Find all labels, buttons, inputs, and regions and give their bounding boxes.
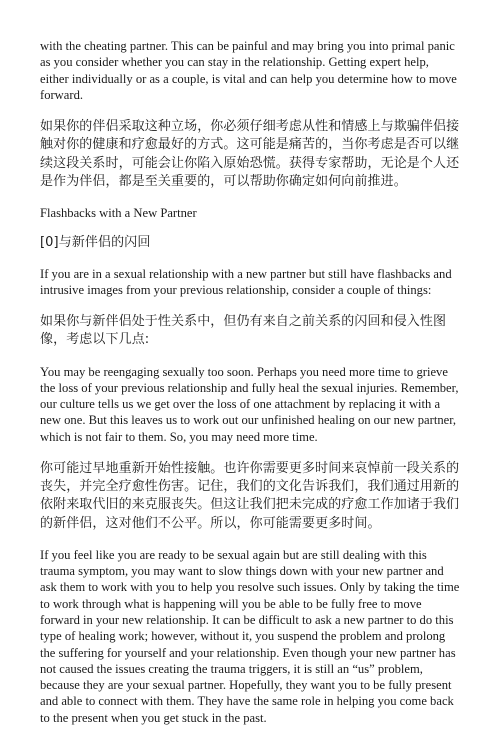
paragraph-en-slow-down: If you feel like you are ready to be sexual again but are still dealing with this trauma symptom, you may want to slow things down with your new partner and ask them to work with you to help you resolve such issues. Only by taking the time to work through what is happening will you be able to be fully free to move forward in your new relationship. It can be difficult to ask a new partner to do this type of healing work; however, without it, you suspend the problem and prolong the suffering for yourself and your relationship. Even though your new partner has not caused the issues creating the trauma triggers, it is still an “us” problem, because they are your sexual partner. Hopefully, they want you to be fully present and able to connect with them. They have the same role in helping you come back to the present when you get stuck in the past. xyxy=(40,547,460,725)
section-heading-en: Flashbacks with a New Partner xyxy=(40,206,197,220)
paragraph-zh-intro: 如果你与新伴侣处于性关系中，但仍有来自之前关系的闪回和侵入性图像，考虑以下几点: xyxy=(40,314,447,348)
document-page xyxy=(40,38,460,741)
paragraph-en-too-soon: You may be reengaging sexually too soon. Perhaps you need more time to grieve the loss of your previous relationship and fully heal the sexual injuries. Remember, our culture tells us we get over the loss of one attachment by replacing it with a new one. But this leaves us to work out our unfinished healing on our new partner, which is not fair to them. So, you may need more time. xyxy=(40,364,459,444)
paragraph-en-continuation: with the cheating partner. This can be painful and may bring you into primal panic as you consider whether you can stay in the relationship. Getting expert help, either individually or as a couple, is vital and can help you determine how to move forward. xyxy=(40,39,457,102)
section-heading-zh: [0]与新伴侣的闪回 xyxy=(40,235,151,251)
paragraph-en-intro: If you are in a sexual relationship with a new partner but still have flashbacks and intrusive images from your previous relationship, consider a couple of things: xyxy=(40,266,452,297)
paragraph-zh-continuation: 如果你的伴侣采取这种立场，你必须仔细考虑从性和情感上与欺骗伴侣接触对你的健康和疗愈最好的方式。这可能是痛苦的，当你考虑是否可以继续这段关系时，可能会让你陷入原始恐慌。获得专家帮助，无论是个人还是作为伴侣，都是至关重要的，可以帮助你确定如何向前推进。 xyxy=(40,119,460,189)
paragraph-zh-too-soon: 你可能过早地重新开始性接触。也许你需要更多时间来哀悼前一段关系的丧失，并完全疗愈性伤害。记住，我们的文化告诉我们，我们通过用新的依附来取代旧的来克服丧失。但这让我们把未完成的疗愈工作加诸于我们的新伴侣，这对他们不公平。所以，你可能需要更多时间。 xyxy=(40,460,460,531)
